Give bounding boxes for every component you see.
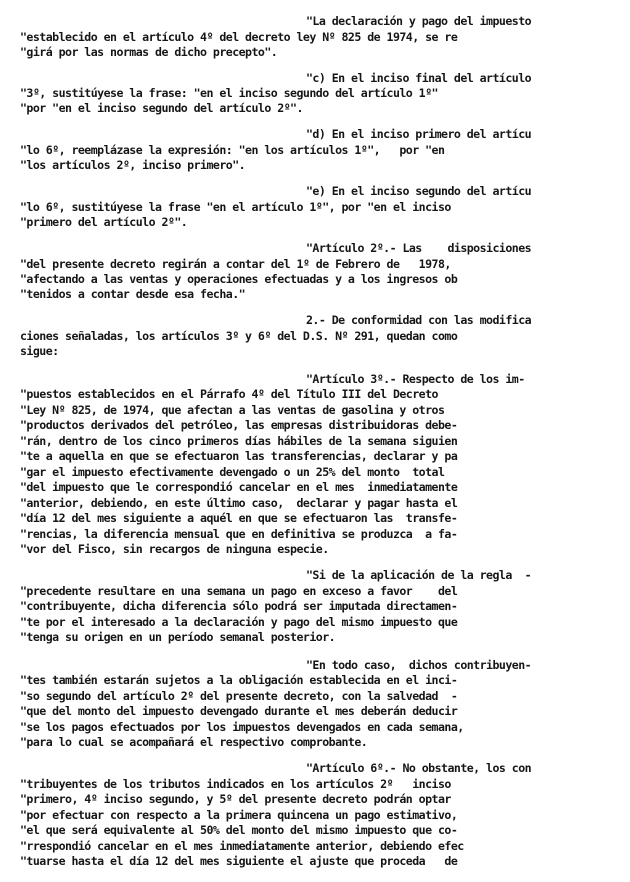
text-line: "que del monto del impuesto devengado durante el mes deberán deducir: [20, 704, 458, 718]
text-line: 2.- De conformidad con las modifica: [306, 313, 532, 327]
text-line: "gar el impuesto efectivamente devengado o un 25% del monto total: [20, 465, 445, 479]
text-line: "rán, dentro de los cinco primeros días hábiles de la semana siguien: [20, 434, 458, 448]
text-line: "tenidos a contar desde esa fecha.": [20, 287, 246, 301]
text-line: "para lo cual se acompañará el respectivo comprobante.: [20, 735, 368, 749]
text-line: "tribuyentes de los tributos indicados en los artículos 2º inciso: [20, 777, 451, 791]
text-line: "primero, 4º inciso segundo, y 5º del presente decreto podrán optar: [20, 792, 451, 806]
text-line: "Si de la aplicación de la regla -: [306, 568, 532, 582]
text-line: "tenga su origen en un período semanal posterior.: [20, 630, 336, 644]
text-line: "te por el interesado a la declaración y pago del mismo impuesto que: [20, 615, 458, 629]
text-line: "Artículo 3º.- Respecto de los im-: [306, 372, 525, 386]
text-line: "tuarse hasta el día 12 del mes siguiente el ajuste que proceda de: [20, 854, 458, 868]
text-line: "precedente resultare en una semana un pago en exceso a favor del: [20, 584, 458, 598]
text-line: "el que será equivalente al 50% del monto del mismo impuesto que co-: [20, 823, 458, 837]
text-line: "e) En el inciso segundo del artícu: [306, 184, 532, 198]
text-line: "vor del Fisco, sin recargos de ninguna especie.: [20, 542, 329, 556]
text-line: sigue:: [20, 344, 59, 358]
text-line: "lo 6º, sustitúyese la frase "en el artículo 1º", por "en el inciso: [20, 200, 451, 214]
text-line: "te a aquella en que se efectuaron las transferencias, declarar y pa: [20, 449, 458, 463]
text-line: "por efectuar con respecto a la primera quincena un pago estimativo,: [20, 808, 458, 822]
text-line: "rencias, la diferencia mensual que en definitiva se produzca a fa-: [20, 527, 458, 541]
text-line: "c) En el inciso final del artículo: [306, 71, 532, 85]
text-line: "d) En el inciso primero del artícu: [306, 127, 532, 141]
text-line: "del impuesto que le correspondió cancelar en el mes inmediatamente: [20, 480, 458, 494]
text-line: "girá por las normas de dicho precepto".: [20, 45, 278, 59]
text-line: "La declaración y pago del impuesto: [306, 14, 532, 28]
text-line: "primero del artículo 2º".: [20, 215, 188, 229]
text-line: "se los pagos efectuados por los impuestos devengados en cada semana,: [20, 720, 464, 734]
text-line: "tes también estarán sujetos a la obligación establecida en el inci-: [20, 673, 458, 687]
text-line: "puestos establecidos en el Párrafo 4º del Título III del Decreto: [20, 387, 438, 401]
text-line: "establecido en el artículo 4º del decreto ley Nº 825 de 1974, se re: [20, 30, 458, 44]
text-line: ciones señaladas, los artículos 3º y 6º del D.S. Nº 291, quedan como: [20, 329, 458, 343]
text-line: "productos derivados del petróleo, las empresas distribuidoras debe-: [20, 418, 458, 432]
text-line: "anterior, debiendo, en este último caso, declarar y pagar hasta el: [20, 496, 458, 510]
text-line: "Ley Nº 825, de 1974, que afectan a las ventas de gasolina y otros: [20, 403, 445, 417]
text-line: "so segundo del artículo 2º del presente decreto, con la salvedad -: [20, 689, 458, 703]
text-line: "por "en el inciso segundo del artículo 2º".: [20, 101, 303, 115]
text-line: "rrespondió cancelar en el mes inmediatamente anterior, debiendo efec: [20, 839, 464, 853]
text-line: "Artículo 6º.- No obstante, los con: [306, 761, 532, 775]
text-line: "afectando a las ventas y operaciones efectuadas y a los ingresos ob: [20, 272, 458, 286]
text-line: "lo 6º, reemplázase la expresión: "en los artículos 1º", por "en: [20, 143, 445, 157]
text-line: "los artículos 2º, inciso primero".: [20, 158, 246, 172]
text-line: "del presente decreto regirán a contar del 1º de Febrero de 1978,: [20, 257, 451, 271]
text-line: "3º, sustitúyese la frase: "en el inciso segundo del artículo 1º": [20, 86, 438, 100]
text-line: "En todo caso, dichos contribuyen-: [306, 658, 532, 672]
text-line: "día 12 del mes siguiente a aquél en que se efectuaron las transfe-: [20, 511, 458, 525]
text-line: "Artículo 2º.- Las disposiciones: [306, 241, 532, 255]
text-line: "contribuyente, dicha diferencia sólo podrá ser imputada directamen-: [20, 599, 458, 613]
